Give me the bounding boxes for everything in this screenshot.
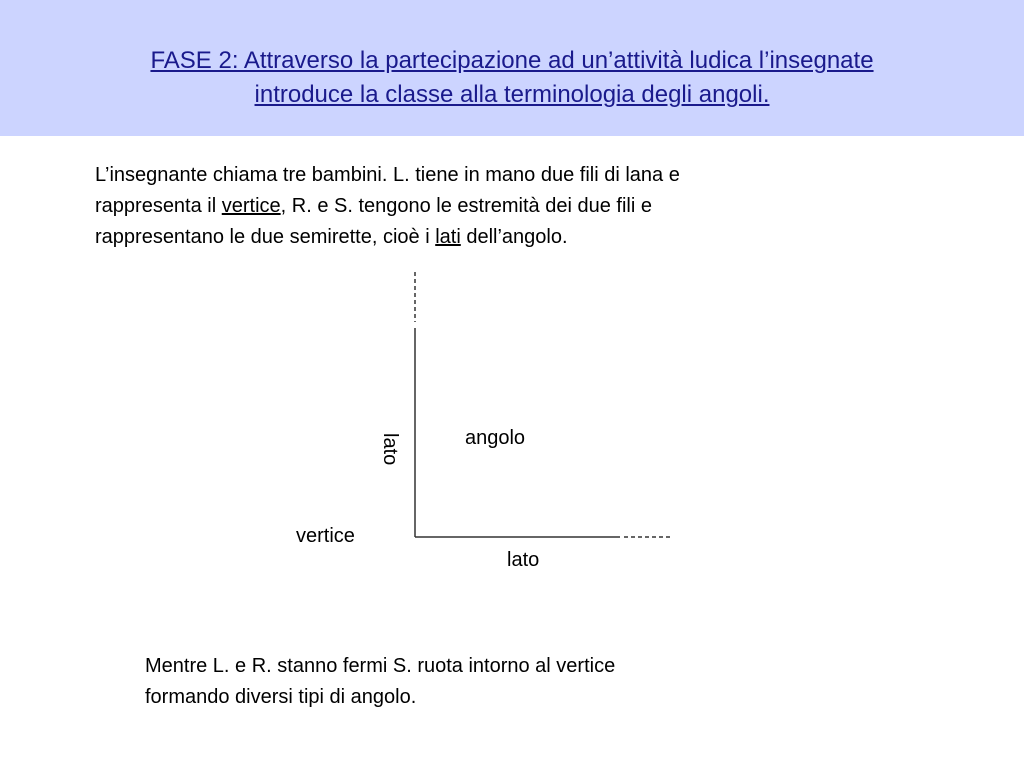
intro-line-3b: dell’angolo. [460, 226, 568, 248]
closing-paragraph [145, 651, 845, 713]
term-vertice: vertice [221, 195, 281, 217]
intro-line-2a: rappresenta il [95, 195, 222, 217]
term-lati: lati [435, 226, 461, 248]
intro-line-1: L’insegnante chiama tre bambini. L. tiene in mano due fili di lana e [95, 164, 680, 186]
closing-line-2: formando diversi tipi di angolo. [145, 686, 417, 708]
slide-title-line-2: introduce la classe alla terminologia degli angoli. [254, 81, 770, 108]
label-angolo: angolo [465, 427, 526, 449]
intro-line-2b: , R. e S. tengono le estremità dei due fili e [280, 195, 652, 217]
label-lato-horizontal: lato [507, 549, 540, 571]
slide-title-line-1: FASE 2: Attraverso la partecipazione ad un’attività ludica l’insegnate [150, 47, 874, 74]
label-vertice: vertice [296, 525, 355, 547]
closing-line-1: Mentre L. e R. stanno fermi S. ruota intorno al vertice [145, 655, 616, 677]
intro-line-3a: rappresentano le due semirette, cioè i [95, 226, 436, 248]
label-lato-vertical: lato [379, 433, 401, 466]
